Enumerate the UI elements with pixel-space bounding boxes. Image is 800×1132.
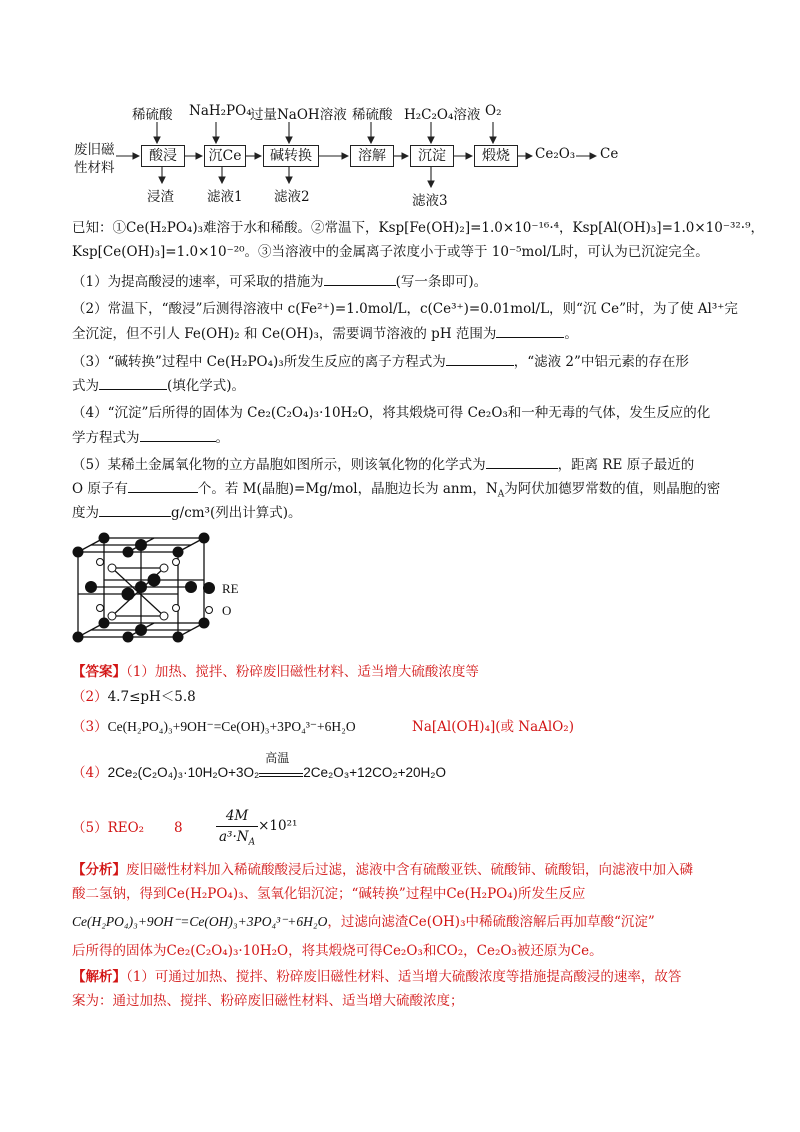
- question-3-tail: (填化学式)。: [167, 378, 246, 394]
- byproduct-filtrate-2: 滤液2: [274, 189, 310, 205]
- answer-line-4: [72, 751, 447, 783]
- byproduct-residue: 浸渣: [147, 189, 174, 205]
- reagent-h2c2o4: H₂C₂O₄溶液: [404, 107, 481, 123]
- analysis-text-1: 废旧磁性材料加入稀硫酸酸浸后过滤，滤液中含有硫酸亚铁、硫酸铈、硫酸铝，向滤液中加入磷: [126, 862, 693, 878]
- reagent-dilute-sulfuric-acid-2: 稀硫酸: [352, 107, 393, 123]
- reagent-excess-naoh: 过量NaOH溶液: [250, 107, 347, 123]
- answer-4-right: 2Ce₂O₃+12CO₂+20H₂O: [303, 765, 447, 780]
- answer-5-density: [216, 806, 297, 847]
- known-line-2: Ksp[Ce(OH)₃]=1.0×10⁻²⁰。③当溶液中的金属离子浓度小于或等于 10⁻⁵mol/L时，可认为已沉淀完全。: [72, 244, 709, 260]
- question-2-tail: 。: [564, 326, 578, 342]
- answer-line-2: [72, 687, 196, 707]
- answer-4-left: 2Ce₂(C₂O₄)₃·10H₂O+3O₂: [107, 765, 260, 780]
- question-3-line1: [72, 351, 689, 372]
- question-5-text-5: 为阿伏加德罗常数的值，则晶胞的密: [504, 481, 721, 497]
- high-temp-equals: [259, 751, 303, 777]
- step-precipitate: 沉淀: [410, 145, 454, 167]
- question-5-line2: [72, 478, 720, 499]
- analysis-line-3: [72, 912, 655, 932]
- question-3-line2: [72, 375, 245, 396]
- answer-blank: [140, 427, 216, 442]
- answer-2: 4.7≤pH＜5.8: [107, 689, 196, 705]
- question-2-line1: （2）常温下，“酸浸”后测得溶液中 c(Fe²⁺)=1.0mol/L，c(Ce³⁺)=0.01mol/L，则“沉 Ce”时，为了使 Al³⁺完: [72, 301, 738, 317]
- analysis-line-2: 酸二氢钠，得到Ce(H₂PO₄)₃、氢氧化铝沉淀；“碱转换”过程中Ce(H₂PO₄)所发生反应: [72, 886, 586, 902]
- answer-5-num: （5）REO₂: [72, 820, 145, 836]
- byproduct-filtrate-1: 滤液1: [207, 189, 243, 205]
- byproduct-filtrate-3: 滤液3: [412, 193, 448, 209]
- answer-label: 【答案】: [72, 664, 126, 680]
- equals-sign: [259, 773, 303, 777]
- solution-line-1: [72, 967, 681, 987]
- question-5-line3: [72, 502, 302, 523]
- density-tail: ×10²¹: [258, 818, 298, 834]
- answer-line-1: [72, 662, 479, 682]
- step-acid-leach: 酸浸: [141, 145, 185, 167]
- step-alkali-conversion: 碱转换: [263, 145, 319, 167]
- question-5-text-2: ，距离 RE 原子最近的: [557, 457, 695, 473]
- reagent-nah2po4: NaH₂PO₄: [189, 103, 252, 119]
- answer-3b: Na[Al(OH)₄](或 NaAlO₂): [412, 719, 574, 735]
- crystal-cell-figure: [72, 530, 272, 650]
- product-ce2o3: Ce₂O₃: [535, 146, 576, 162]
- question-1-text: （1）为提高酸浸的速率，可采取的措施为: [72, 274, 324, 290]
- analysis-label: 【分析】: [72, 862, 126, 878]
- question-4-text: 学方程式为: [72, 430, 140, 446]
- question-5-text: （5）某稀土金属氧化物的立方晶胞如图所示，则该氧化物的化学式为: [72, 457, 486, 473]
- question-2-line2: [72, 323, 578, 344]
- answer-4-num: （4）: [72, 765, 108, 781]
- start-material-line1: 废旧磁: [74, 142, 115, 158]
- density-fraction: [216, 806, 258, 847]
- analysis-text-3: ，过滤向滤渣Ce(OH)₃中稀硫酸溶解后再加草酸“沉淀”: [327, 914, 655, 930]
- step-precipitate-ce: 沉Ce: [204, 145, 246, 167]
- question-4-line1: （4）“沉淀”后所得的固体为 Ce₂(C₂O₄)₃·10H₂O，将其煅烧可得 Ce₂O₃和一种无毒的气体，发生反应的化: [72, 405, 711, 421]
- answer-1: （1）加热、搅拌、粉碎废旧磁性材料、适当增大硫酸浓度等: [126, 664, 479, 680]
- answer-blank: [446, 351, 514, 366]
- step-calcine: 煅烧: [474, 145, 518, 167]
- question-4-line2: [72, 427, 229, 448]
- answer-blank: [496, 323, 564, 338]
- question-3-text-b: 式为: [72, 378, 99, 394]
- question-5-line1: [72, 454, 694, 475]
- question-5-text-6: 度为: [72, 505, 99, 521]
- question-5-text-3: O 原子有: [72, 481, 128, 497]
- question-3-mid: ，“滤液 2”中铝元素的存在形: [513, 354, 689, 370]
- question-4-tail: 。: [215, 430, 229, 446]
- answer-blank: [128, 478, 198, 493]
- answer-3-num: （3）: [72, 719, 108, 735]
- question-5-text-4: 个。若 M(晶胞)=Mg/mol，晶胞边长为 anm，N: [197, 481, 498, 497]
- legend-re-marker: [203, 582, 215, 594]
- analysis-line-4: 后所得的固体为Ce₂(C₂O₄)₃·10H₂O，将其煅烧可得Ce₂O₃和CO₂，Ce₂O₃被还原为Ce。: [72, 943, 603, 959]
- answer-2-num: （2）: [72, 689, 108, 705]
- denominator-sub: A: [248, 837, 256, 848]
- product-ce: Ce: [600, 146, 619, 162]
- answer-4-condition: 高温: [265, 751, 290, 765]
- known-line-1: 已知：①Ce(H₂PO₄)₃难溶于水和稀酸。②常温下，Ksp[Fe(OH)₂]=1.0×10⁻¹⁶·⁴，Ksp[Al(OH)₃]=1.0×10⁻³²·⁹，: [72, 220, 764, 236]
- answer-blank: [486, 454, 558, 469]
- answer-5-count: 8: [174, 820, 183, 836]
- legend-o-label: O: [222, 603, 232, 618]
- legend-o-marker: [206, 607, 213, 614]
- denominator-text: a³·N: [219, 829, 249, 845]
- analysis-line-1: [72, 860, 693, 880]
- answer-blank: [99, 502, 171, 517]
- question-5-sub-a: A: [497, 489, 505, 500]
- solution-label: 【解析】: [72, 969, 126, 985]
- question-5-text-7: g/cm³(列出计算式)。: [171, 505, 302, 521]
- legend-re-label: RE: [222, 581, 239, 596]
- solution-line-2: 案为：通过加热、搅拌、粉碎废旧磁性材料、适当增大硫酸浓度；: [72, 993, 464, 1009]
- answer-3-equation: Ce(H₂PO₄)₃+9OH⁻=Ce(OH)₃+3PO₄³⁻+6H₂O: [107, 719, 356, 734]
- reagent-o2: O₂: [485, 103, 502, 119]
- fraction-numerator: 4M: [216, 806, 258, 827]
- question-1-tail: (写一条即可)。: [395, 274, 488, 290]
- analysis-equation: Ce(H₂PO₄)₃+9OH⁻=Ce(OH)₃+3PO₄³⁻+6H₂O: [72, 914, 328, 929]
- fraction-denominator: [216, 827, 258, 847]
- answer-line-3: [72, 717, 356, 737]
- start-material-line2: 性材料: [74, 160, 115, 176]
- question-1: [72, 271, 487, 292]
- flow-arrows: [0, 0, 800, 220]
- answer-blank: [324, 271, 396, 286]
- question-2-text: 全沉淀，但不引人 Fe(OH)₂ 和 Ce(OH)₃，需要调节溶液的 pH 范围为: [72, 326, 497, 342]
- solution-text-1: （1）可通过加热、搅拌、粉碎废旧磁性材料、适当增大硫酸浓度等措施提高酸浸的速率，故答: [126, 969, 682, 985]
- step-dissolve: 溶解: [350, 145, 394, 167]
- reagent-dilute-sulfuric-acid-1: 稀硫酸: [132, 107, 173, 123]
- answer-blank: [99, 375, 167, 390]
- question-3-text: （3）“碱转换”过程中 Ce(H₂PO₄)₃所发生反应的离子方程式为: [72, 354, 446, 370]
